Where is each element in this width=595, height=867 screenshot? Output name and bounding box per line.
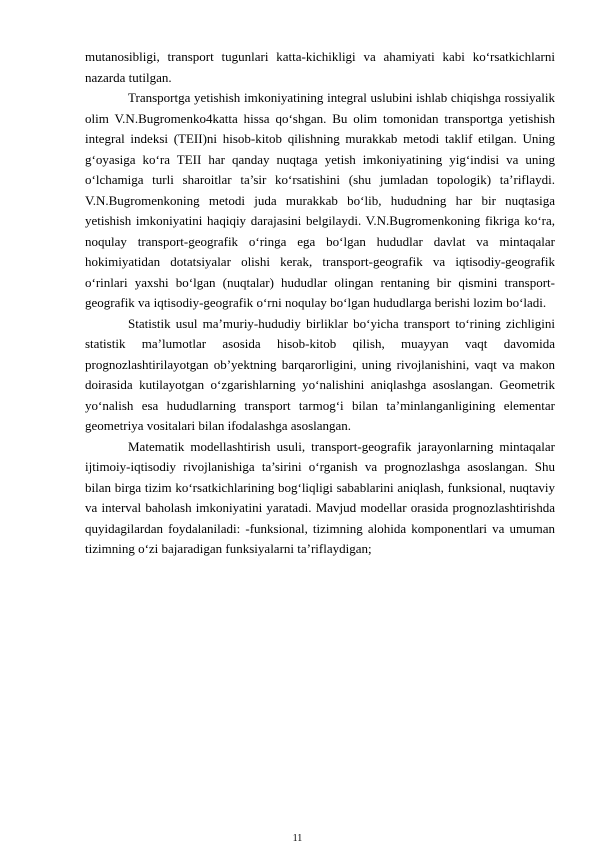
paragraph-integral-method: Transportga yetishish imkoniyatining integral uslubini ishlab chiqishga rossiyalik olim V.N.Bugromenko4katta hissa qo‘shgan. Bu olim tomonidan transportga yetishish integral indeksi (TEII)ni hisob-kitob qilishning murakkab metodi taklif etilgan. Uning g‘oyasiga ko‘ra TEII har qanday nuqtaga yetish imkoniyatining yig‘indisi va uning o‘lchamiga turli sharoitlar ta’sir ko‘rsatishini (shu jumladan topologik) ta’riflaydi. V.N.Bugromenkoning metodi juda murakkab bo‘lib, hududning har bir nuqtasiga yetishish imkoniyatini haqiqiy darajasini belgilaydi. V.N.Bugromenkoning fikriga ko‘ra, noqulay transport-geografik o‘ringa ega bo‘lgan hududlar davlat va mintaqalar hokimiyatidan dotatsiyalar olishi kerak, transport-geografik va iqtisodiy-geografik o‘rinlari yaxshi bo‘lgan (nuqtalar) hududlar olingan rentaning bir qismini transport-geografik va iqtisodiy-geografik o‘rni noqulay bo‘lgan hududlarga berishi lozim bo‘ladi. (85, 90, 555, 310)
paragraph-continuation: mutanosibligi, transport tugunlari katta-kichikligi va ahamiyati kabi ko‘rsatkichlarni nazarda tutilgan. (85, 49, 555, 85)
paragraph-mathematical-modeling: Matematik modellashtirish usuli, transport-geografik jarayonlarning mintaqalar ijtimoiy-iqtisodiy rivojlanishiga ta’sirini o‘rganish va prognozlashga asoslangan. Shu bilan birga tizim ko‘rsatkichlarining bog‘liqligi sabablarini aniqlash, funksional, nuqtaviy va interval baholash imkoniyatini yaratadi. Mavjud modellar orasida prognozlashtirishda quyidagilardan foydalaniladi: -funksional, tizimning alohida komponentlari va umuman tizimning o‘zi bajaradigan funksiyalarni ta’riflaydigan; (85, 438, 555, 556)
paragraph-statistical-method: Statistik usul ma’muriy-hududiy birliklar bo‘yicha transport to‘rining zichligini statistik ma’lumotlar asosida hisob-kitob qilish, muayyan vaqt davomida prognozlashtirilayotgan ob’yektning barqarorligini, uning rivojlanishini, vaqt va makon doirasida kutilayotgan o‘zgarishlarning yo‘nalishini aniqlashga asoslangan. Geometrik yo‘nalish esa hududlarning transport tarmog‘i bilan ta’minlanganligining elementar geometriya vositalari bilan ifodalashga asoslangan. (85, 315, 555, 433)
document-body (85, 47, 555, 560)
page-number: 11 (292, 833, 303, 844)
